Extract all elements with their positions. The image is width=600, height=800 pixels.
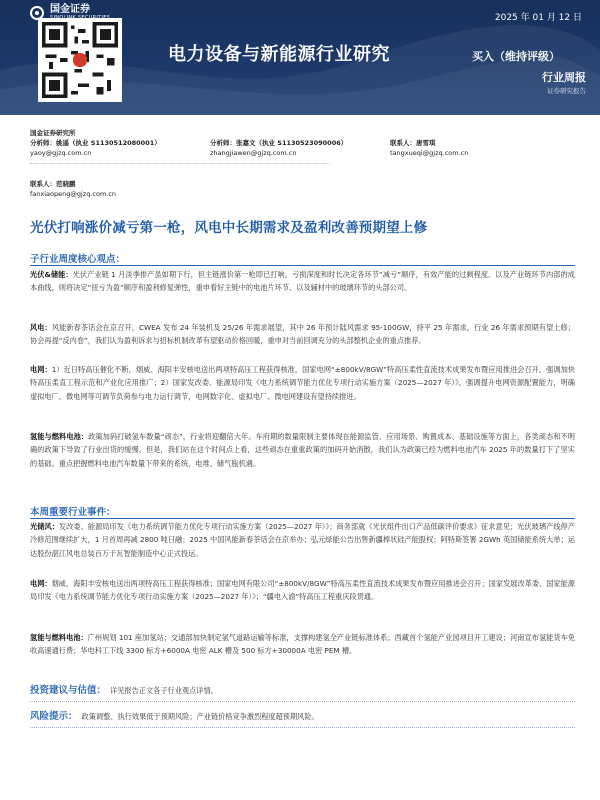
- event-label: 氢能与燃料电池：: [30, 633, 88, 642]
- section-rule: [30, 518, 575, 519]
- event-hydrogen: [30, 631, 575, 658]
- analyst-1: [30, 138, 161, 158]
- report-category: 证券研究报告: [547, 87, 586, 95]
- contact-email[interactable]: tangxueqi@gjzq.com.cn: [390, 149, 469, 157]
- header-banner: [0, 0, 600, 115]
- invest-section: [30, 684, 218, 697]
- section-title-risk: 风险提示：: [30, 711, 78, 722]
- analyst-email[interactable]: yaoy@gjzq.com.cn: [30, 149, 92, 157]
- core-view-text: 风能新春茶话会在京召开，CWEA 发布 24 年装机及 25/26 年需求展望，其中 26 年预计陆风需求 95-100GW，持平 25 年需求，行业 26 年需求预期有望上修；协会再提“反内卷”，我们认为盈利诉求与招标机制改革有望驱动价格回暖，重申对当前回调充分的头部整机企业的重点推荐。: [30, 323, 575, 346]
- core-view-hydrogen: [30, 430, 575, 470]
- qr-code: [38, 18, 122, 102]
- core-view-label: 光伏&储能：: [30, 270, 73, 279]
- risk-text: 政策调整、执行效果低于预期风险；产业链价格竞争激烈程度超预期风险。: [81, 712, 319, 721]
- core-view-text: 政策加码打破氢车数量“顽态”，行业将迎翻倍大年。车府期的数量限制主要体现在能源监管、应用场景、购置成本、基础设施等方面上，各类顽态和不明确的政策下导致了行业出货的缓慢。但是，我们站在这个时间点上看，这些顽态在重重政策的加码开始消散，我们认为政策已经为燃料电池汽车 2025 年的数量打下了坚实的基础。重点把握燃料电池汽车数量下带来的系统、电堆、储气瓶机遇。: [30, 432, 575, 468]
- contact-1: [390, 138, 468, 158]
- event-text: 发改委、能源局印发《电力系统调节能力优化专项行动实施方案（2025—2027 年）》；商务部就《光伏组件出口产品低碳评价要求》征求意见；光伏玻璃产线停产冷修范围继续扩大，1 月首周再减 2800 吨日融；2025 中国风能新春茶话会在京举办；弘元绿能公告出售新疆棒状硅产能股权；阿特斯签署 2GWh 英国储能系统大单；运达股份湛江风电总装百万千瓦智能制造中心正式投运。: [30, 522, 575, 558]
- core-view-text: 1）近日特高压催化不断，烟威、海阳丰安核电送出两项特高压工程获得核准，国家电网“±800kV/8GW”特高压柔性直流技术成果发布暨应用推进会召开，强调加快特高压柔直工程示范和产业化应用推广；2）国家发改委、能源局印发《电力系统调节能力优化专项行动实施方案（2025—2027 年）》，强调提升电网资源配置能力，明确虚拟电厂、微电网等可调节负荷参与电力运行调节，电网数字化、虚拟电厂、微电网建设有望持续推进。: [30, 365, 575, 401]
- section-title-invest: 投资建议与估值：: [30, 685, 107, 696]
- divider: [30, 163, 330, 164]
- event-text: 烟威、海阳丰安核电送出两项特高压工程获得核准；国家电网有限公司“±800kV/8GW”特高压柔性直流技术成果发布暨应用推进会召开；国家发展改革委、国家能源局印发《电力系统调节能力优化专项行动实施方案（2025—2027 年）》；“疆电入渝”特高压工程重庆段贯通。: [30, 579, 575, 602]
- analyst-name: 分析师：张嘉文（执业 S1130523090006）: [210, 139, 348, 147]
- divider: [30, 727, 575, 728]
- risk-section: [30, 710, 319, 723]
- event-text: 广州规划 101 座加氢站；交通部加快制定氢气道路运输等标准，支撑构建氢全产业链标准体系；西藏首个氢能产业园项目开工建设；河南宣布氢能货车免收高速通行费；华电科工下线 3300 标方+6000A 电密 ALK 槽及 500 标方+30000A 电密 PEM 槽。: [30, 633, 575, 656]
- contact-name: 联系人：唐雪琪: [390, 139, 436, 147]
- logo-name-cn: 国金证券: [50, 4, 90, 15]
- institute-name: 国金证券研究所: [30, 129, 76, 137]
- core-view-wind: [30, 321, 575, 348]
- core-view-grid: [30, 363, 575, 403]
- event-solar-storage-wind: [30, 520, 575, 560]
- contact-email[interactable]: fanxiaopeng@gjzq.com.cn: [30, 190, 117, 198]
- report-date: 2025 年 01 月 12 日: [494, 13, 582, 23]
- section-title-core-views: 子行业周度核心观点：: [30, 254, 126, 265]
- core-view-label: 风电：: [30, 323, 52, 332]
- core-view-label: 氢能与燃料电池：: [30, 432, 89, 441]
- analyst-email[interactable]: zhangjiawen@gjzq.com.cn: [210, 149, 297, 157]
- analyst-name: 分析师：姚遥（执业 S1130512080001）: [30, 139, 161, 147]
- contact-2: [30, 179, 116, 199]
- contact-name: 联系人：范晓鹏: [30, 180, 76, 188]
- report-type: 行业周报: [542, 71, 586, 84]
- core-view-solar: [30, 268, 575, 295]
- report-headline: 光伏打响涨价减亏第一枪，风电中长期需求及盈利改善预期望上修: [30, 220, 428, 236]
- invest-text: 详见报告正文各子行业观点详情。: [110, 686, 218, 695]
- qr-code-icon: [42, 22, 118, 98]
- divider: [30, 701, 575, 702]
- event-label: 光储风：: [30, 522, 59, 531]
- analyst-2: [210, 138, 347, 158]
- rating-badge: 买入（维持评级）: [472, 50, 560, 63]
- section-title-events: 本周重要行业事件：: [30, 507, 116, 518]
- event-label: 电网：: [30, 579, 52, 588]
- event-grid: [30, 577, 575, 604]
- section-rule: [30, 265, 575, 266]
- core-view-label: 电网：: [30, 365, 52, 374]
- core-view-text: 光伏产业链 1 月淡季排产虽如期下行，但主链涨价第一枪即已打响，亏损深度和时长决定各环节“减亏”顺序，有效产能的过剩程度、以及产业链环节内部的成本曲线，则将决定“扭亏为盈”顺序和盈利修复弹性，重申看好主链中的电池片环节、以及辅材中的玻璃环节的头部公司。: [30, 270, 575, 293]
- report-title: 电力设备与新能源行业研究: [168, 44, 390, 65]
